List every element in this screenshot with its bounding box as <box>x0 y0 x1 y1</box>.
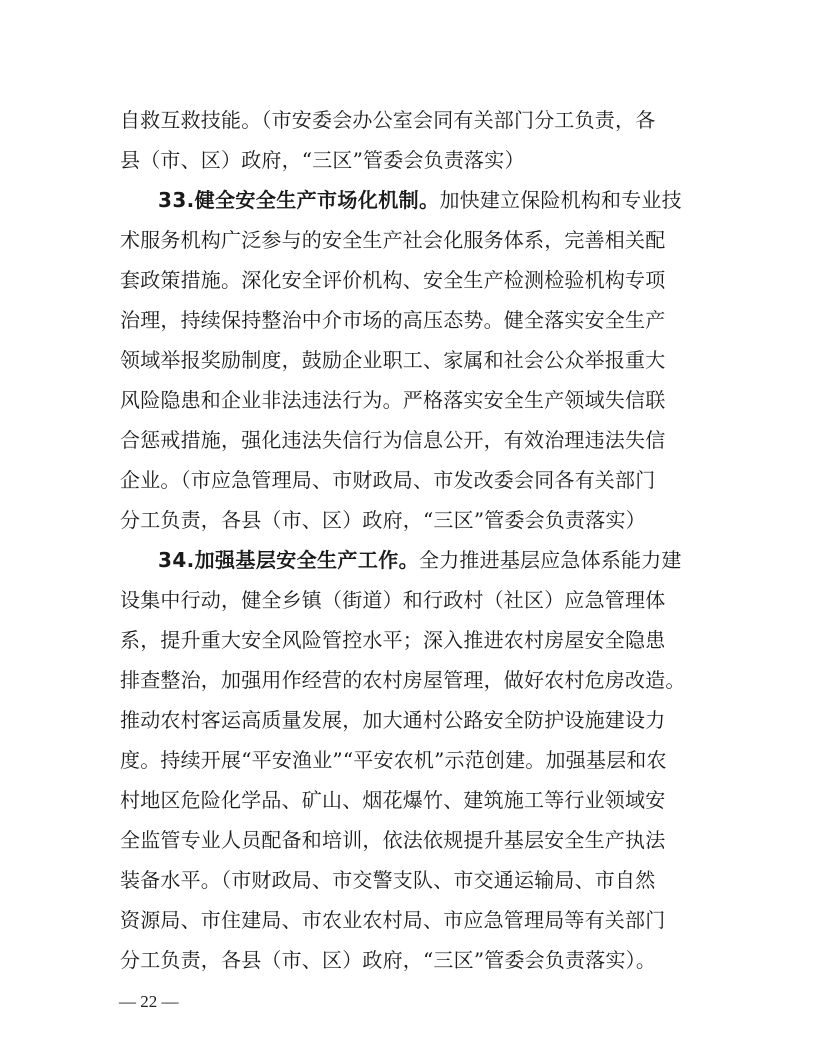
item-33-first-line-text: 加快建立保险机构和专业技 <box>439 188 682 212</box>
item-34-first-line <box>120 540 695 580</box>
body-line: 推动农村客运高质量发展，加大通村公路安全防护设施建设力 <box>120 708 666 732</box>
page-body <box>120 100 695 980</box>
body-line: 系，提升重大安全风险管控水平；深入推进农村房屋安全隐患 <box>120 628 666 652</box>
body-line: 合惩戒措施，强化违法失信行为信息公开，有效治理违法失信 <box>120 428 666 452</box>
body-line: 县（市、区）政府，“三区”管委会负责落实） <box>120 148 525 172</box>
item-34-first-line-text: 全力推进基层应急体系能力建 <box>419 548 682 572</box>
item-33-first-line <box>120 180 695 220</box>
item-33-heading: 33.健全安全生产市场化机制。 <box>158 188 440 212</box>
body-line: 装备水平。（市财政局、市交警支队、市交通运输局、市自然 <box>120 868 656 892</box>
body-line: 套政策措施。深化安全评价机构、安全生产检测检验机构专项 <box>120 268 666 292</box>
body-line: 设集中行动，健全乡镇（街道）和行政村（社区）应急管理体 <box>120 588 666 612</box>
body-line: 领域举报奖励制度，鼓励企业职工、家属和社会公众举报重大 <box>120 348 666 372</box>
body-line: 村地区危险化学品、矿山、烟花爆竹、建筑施工等行业领域安 <box>120 788 666 812</box>
body-line: 度。持续开展“平安渔业”“平安农机”示范创建。加强基层和农 <box>120 748 667 772</box>
body-line: 分工负责，各县（市、区）政府，“三区”管委会负责落实） <box>120 508 646 532</box>
body-line: 分工负责，各县（市、区）政府，“三区”管委会负责落实）。 <box>120 948 657 972</box>
page-number: — 22 — <box>119 992 179 1011</box>
body-line: 资源局、市住建局、市农业农村局、市应急管理局等有关部门 <box>120 908 666 932</box>
body-line: 全监管专业人员配备和培训，依法依规提升基层安全生产执法 <box>120 828 666 852</box>
body-line: 排查整治，加强用作经营的农村房屋管理，做好农村危房改造。 <box>120 668 686 692</box>
body-line: 术服务机构广泛参与的安全生产社会化服务体系，完善相关配 <box>120 228 666 252</box>
body-line: 治理，持续保持整治中介市场的高压态势。健全落实安全生产 <box>120 308 666 332</box>
body-line: 自救互救技能。（市安委会办公室会同有关部门分工负责，各 <box>120 108 656 132</box>
body-line: 企业。（市应急管理局、市财政局、市发改委会同各有关部门 <box>120 468 656 492</box>
body-line: 风险隐患和企业非法违法行为。严格落实安全生产领域失信联 <box>120 388 666 412</box>
item-34-heading: 34.加强基层安全生产工作。 <box>158 548 420 572</box>
